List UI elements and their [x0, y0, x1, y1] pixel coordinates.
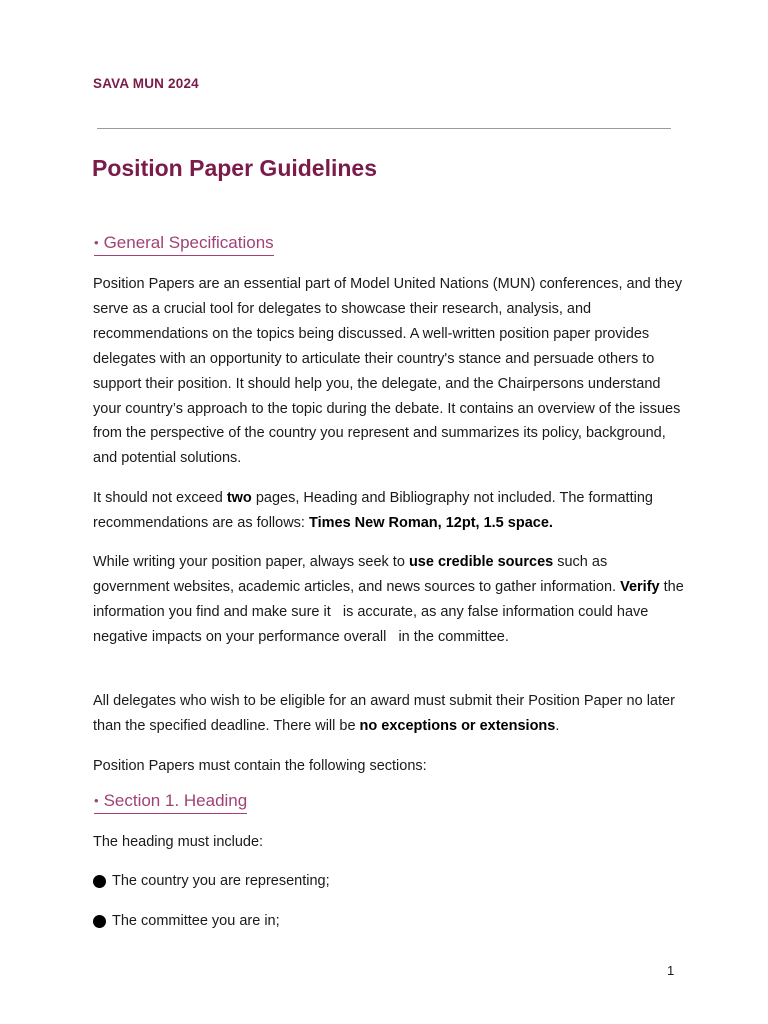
- list-item-text: The country you are representing;: [112, 873, 330, 889]
- paragraph-sources: [93, 550, 708, 650]
- bullet-dot-icon: [93, 915, 106, 928]
- bullet-icon: •: [94, 793, 99, 808]
- section-heading-general: [94, 232, 274, 256]
- list-item: [93, 871, 330, 891]
- bullet-dot-icon: [93, 875, 106, 888]
- bold-text: use credible sources: [408, 554, 554, 570]
- bullet-icon: •: [94, 235, 99, 250]
- paragraph-sections-intro: Position Papers must contain the following sections:: [93, 758, 427, 774]
- bold-text: Verify: [620, 578, 660, 595]
- page-title: Position Paper Guidelines: [92, 155, 378, 181]
- text-run: While writing your position paper, always seek to: [93, 554, 409, 570]
- text-run: the information you find and make sure it is accurate, as any false information could have negative impacts on your performance overall in the committee.: [93, 578, 708, 645]
- paragraph-heading-intro: The heading must include:: [93, 834, 264, 850]
- text-run: such as government websites, academic articles, and news sources to gather information.: [93, 554, 621, 595]
- list-item-text: The committee you are in;: [112, 913, 280, 929]
- bold-text: Times New Roman, 12pt, 1.5 space.: [309, 514, 553, 531]
- text-run: .: [555, 717, 560, 734]
- bold-text: no exceptions or extensions: [359, 717, 556, 734]
- bold-text: two: [226, 490, 252, 506]
- paragraph-length: [93, 486, 685, 536]
- page-number: 1: [667, 963, 675, 978]
- text-run: pages, Heading and Bibliography not included. The formatting recommendations are as follows:: [93, 490, 653, 531]
- paragraph-deadline: [93, 689, 685, 739]
- paragraph-intro: Position Papers are an essential part of Model United Nations (MUN) conferences, and they serve as a crucial tool for delegates to showcase their research, analysis, and recommendations on the topics being discussed. A well-written position paper provides delegates with an opportunity to articulate their country's stance and persuade others to support their position. It should help you, the delegate, and the Chairpersons understand your country’s approach to the topic during the debate. It contains an overview of the issues from the perspective of the country you represent and summarizes its policy, background, and potential solutions.: [93, 276, 683, 467]
- section-heading-general-label: General Specifications: [103, 233, 274, 252]
- header-divider: [97, 128, 671, 129]
- text-run: It should not exceed: [93, 490, 227, 506]
- section-heading-heading-label: Section 1. Heading: [103, 791, 248, 810]
- section-heading-heading: [94, 790, 247, 814]
- list-item: [93, 911, 280, 931]
- text-run: All delegates who wish to be eligible for an award must submit their Position Paper no later than the specified deadline. There will be: [93, 693, 675, 734]
- header-label: SAVA MUN 2024: [93, 76, 199, 91]
